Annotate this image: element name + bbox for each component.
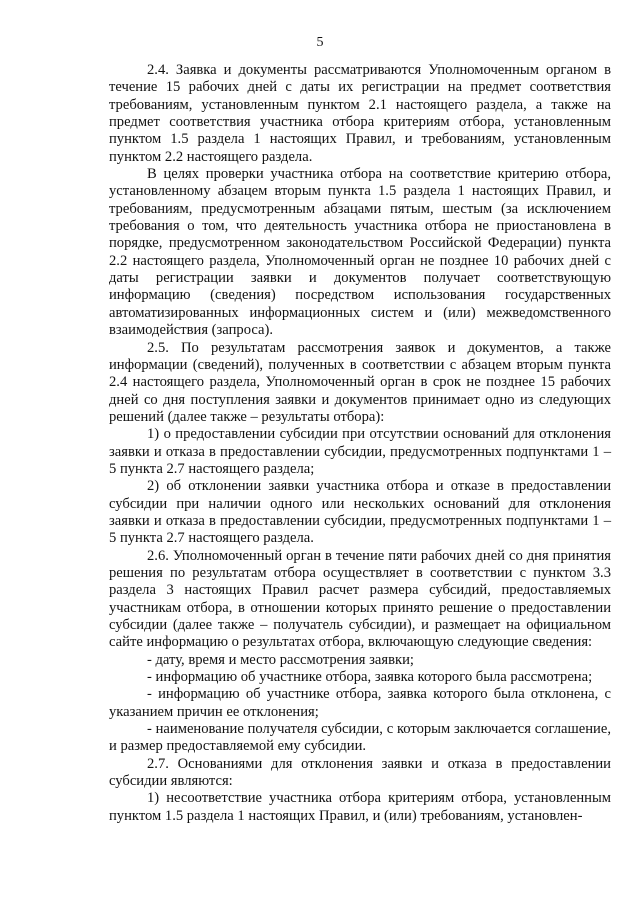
list-item-date: - дату, время и место рассмотрения заявки; — [147, 651, 414, 668]
paragraph-2-5-item-1: 1) о предоставлении субсидии при отсутствии оснований для отклонения заявки и отказа в предоставлении субсидии, предусмотренных подпунктами 1 – 5 пункта 2.7 настоящего раздела; — [109, 426, 611, 477]
list-item-recipient: - наименование получателя субсидии, с которым заключается соглашение, и размер предоставляемой ему субсидии. — [109, 721, 611, 755]
paragraph-2-4: 2.4. Заявка и документы рассматриваются Уполномоченным органом в течение 15 рабочих дней с даты их регистрации на предмет соответствия требованиям, установленным пунктом 2.1 настоящего раздела, а также на предмет соответствия участника отбора критериям отбора, установленным пунктом 1.5 раздела 1 настоящих Правил, и требованиям, установленным пунктом 2.2 настоящего раздела. — [109, 62, 611, 165]
paragraph-2-6: 2.6. Уполномоченный орган в течение пяти рабочих дней со дня принятия решения по результатам отбора осуществляет в соответствии с пунктом 3.3 раздела 3 настоящих Правил расчет размера субсидий, предоставляемых участникам отбора, в отношении которых принято решение о предоставлении субсидии (далее также – получатель субсидии), и размещает на официальном сайте информацию о результатах отбора, включающую следующие сведения: — [109, 547, 611, 651]
paragraph-2-7-item-1: 1) несоответствие участника отбора критериям отбора, установленным пунктом 1.5 раздела 1 настоящих Правил, и (или) требованиям, установлен- — [109, 790, 611, 824]
paragraph-2-7: 2.7. Основаниями для отклонения заявки и отказа в предоставлении субсидии являются: — [109, 755, 611, 790]
paragraph-2-5: 2.5. По результатам рассмотрения заявок и документов, а также информации (сведений), полученных в соответствии с абзацем вторым пункта 2.4 настоящего раздела, Уполномоченный орган в срок не позднее 15 рабочих дней со дня поступления заявки и документов принимает одно из следующих решений (далее также – результаты отбора): — [109, 339, 611, 425]
page-number: 5 — [316, 35, 324, 50]
list-item-rejected: - информацию об участнике отбора, заявка которого была отклонена, с указанием причин ее отклонения; — [109, 686, 611, 720]
list-item-reviewed: - информацию об участнике отбора, заявка которого была рассмотрена; — [147, 669, 593, 686]
paragraph-2-5-item-2: 2) об отклонении заявки участника отбора и отказе в предоставлении субсидии при наличии одного или нескольких оснований для отклонения заявки и отказа в предоставлении субсидии, предусмотренных подпунктами 1 – 5 пункта 2.7 настоящего раздела. — [109, 478, 611, 547]
paragraph-verification: В целях проверки участника отбора на соответствие критерию отбора, установленному абзацем вторым пункта 1.5 раздела 1 настоящих Правил, и требованиям, предусмотренным абзацами пятым, шестым (за исключением требования о том, что деятельность участника отбора не приостановлена в порядке, предусмотренном законодательством Российской Федерации) пункта 2.2 настоящего раздела, Уполномоченный орган не позднее 10 рабочих дней с даты регистрации заявки и документов получает соответствующую информацию (сведения) посредством использования государственных автоматизированных информационных систем и (или) межведомственного взаимодействия (запроса). — [109, 166, 611, 339]
document-body — [109, 62, 611, 825]
